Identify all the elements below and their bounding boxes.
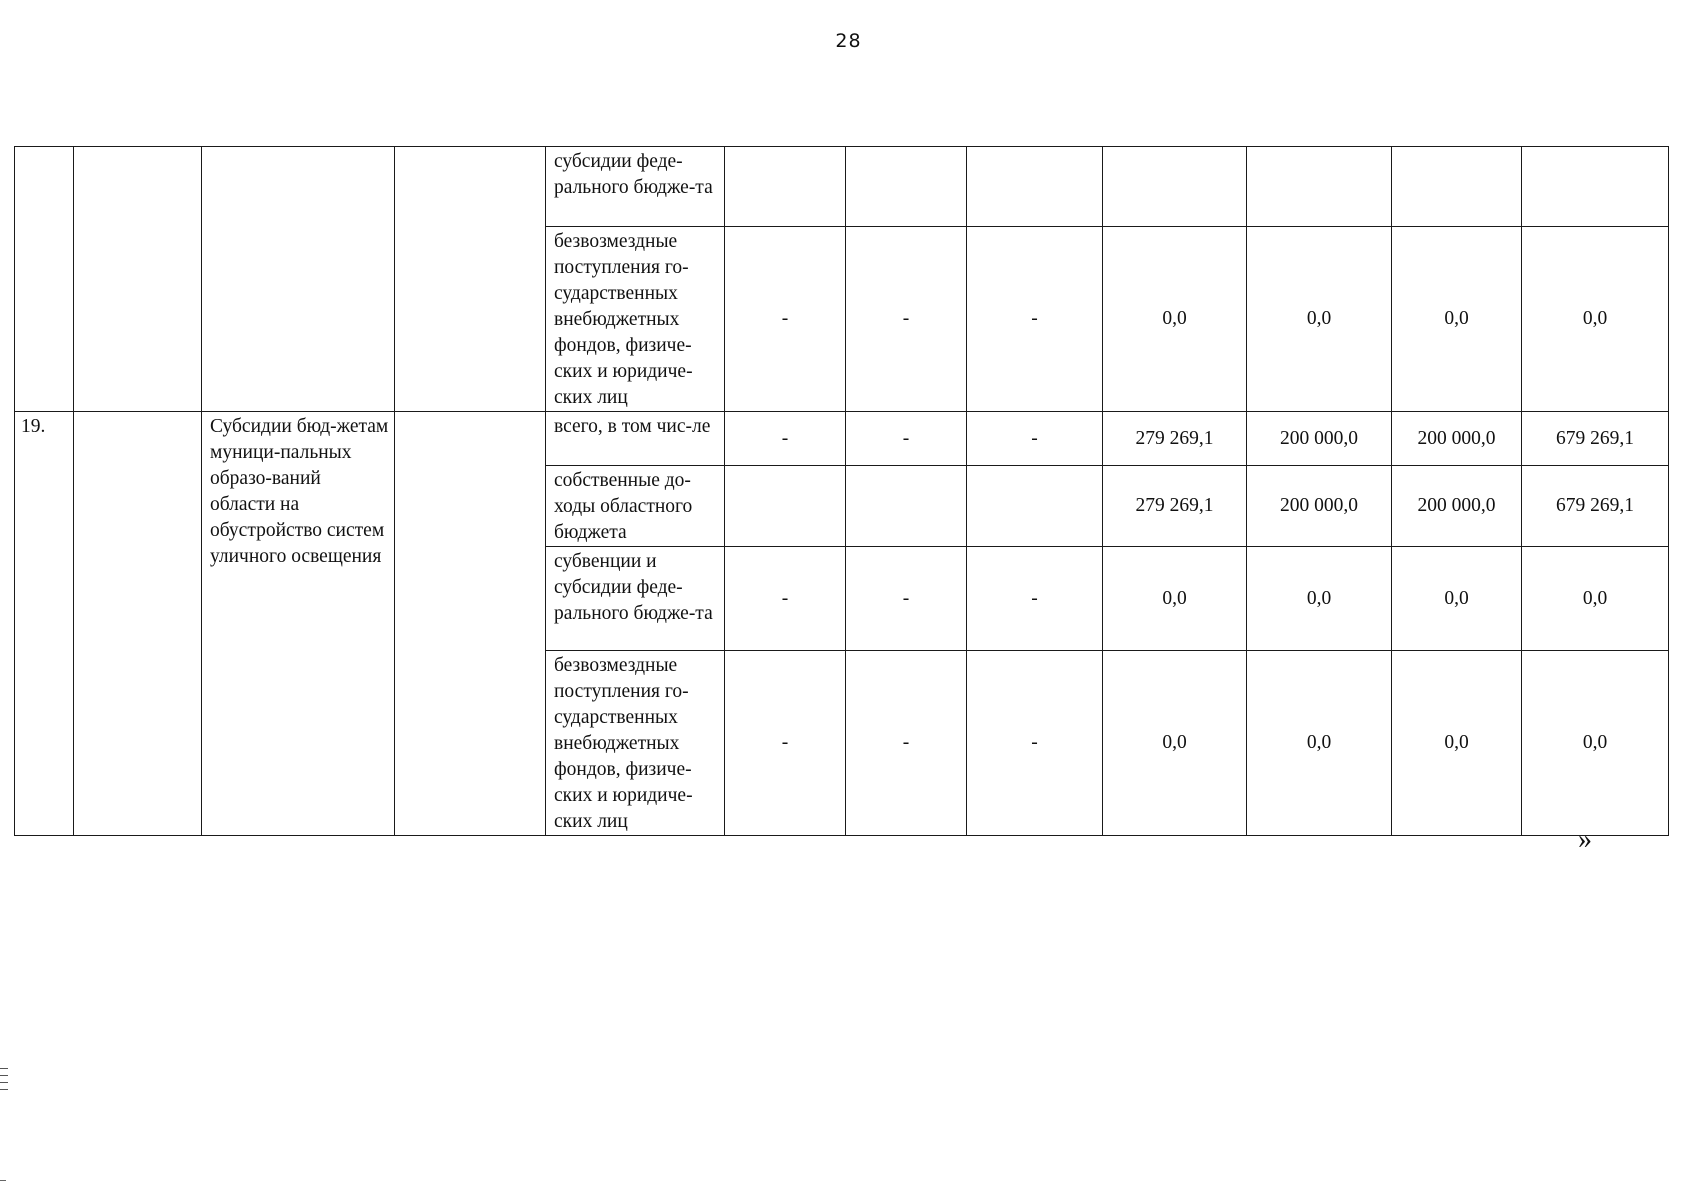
cell-value — [846, 466, 967, 547]
cell-value: 0,0 — [1247, 651, 1392, 836]
cell-value: 200 000,0 — [1247, 412, 1392, 466]
cell-value: 0,0 — [1392, 651, 1522, 836]
cell-value: 0,0 — [1103, 651, 1247, 836]
cell-executor — [395, 147, 546, 412]
table-row — [15, 147, 1669, 227]
table-row — [15, 412, 1669, 466]
cell-funding-source: всего, в том чис-ле — [546, 412, 725, 466]
cell-value — [1103, 147, 1247, 227]
cell-value: 0,0 — [1392, 547, 1522, 651]
cell-value: - — [725, 227, 846, 412]
cell-name: Субсидии бюд-жетам муници-пальных образо-ваний области на обустройство систем уличного освещения — [202, 412, 395, 836]
cell-value: - — [725, 412, 846, 466]
cell-value: 200 000,0 — [1392, 412, 1522, 466]
cell-value: - — [967, 651, 1103, 836]
margin-ticks — [0, 1068, 8, 1096]
cell-total: 679 269,1 — [1522, 412, 1669, 466]
cell-value — [967, 466, 1103, 547]
cell-value — [1247, 147, 1392, 227]
cell-value: 0,0 — [1247, 227, 1392, 412]
cell-total — [1522, 147, 1669, 227]
cell-value — [1392, 147, 1522, 227]
cell-number — [15, 147, 74, 412]
cell-code — [74, 147, 202, 412]
cell-value: - — [846, 412, 967, 466]
cell-value — [725, 147, 846, 227]
cell-value: 279 269,1 — [1103, 466, 1247, 547]
cell-value: 0,0 — [1103, 227, 1247, 412]
cell-value — [846, 147, 967, 227]
cell-number: 19. — [15, 412, 74, 836]
cell-value: - — [846, 651, 967, 836]
budget-table — [14, 146, 1669, 836]
page-number: 28 — [835, 30, 862, 52]
cell-code — [74, 412, 202, 836]
closing-quote: » — [1578, 824, 1592, 855]
cell-total: 0,0 — [1522, 651, 1669, 836]
cell-funding-source: безвозмездные поступления го-сударственных внебюджетных фондов, физиче-ских и юридиче-ских лиц — [546, 227, 725, 412]
cell-value: - — [967, 547, 1103, 651]
margin-tick — [0, 1180, 6, 1181]
cell-total: 679 269,1 — [1522, 466, 1669, 547]
cell-value: 0,0 — [1247, 547, 1392, 651]
cell-funding-source: субвенции и субсидии феде-рального бюдже-та — [546, 547, 725, 651]
cell-funding-source: безвозмездные поступления го-сударственных внебюджетных фондов, физиче-ских и юридиче-ских лиц — [546, 651, 725, 836]
cell-total: 0,0 — [1522, 547, 1669, 651]
cell-value — [725, 466, 846, 547]
cell-value: - — [967, 227, 1103, 412]
cell-funding-source: собственные до-ходы областного бюджета — [546, 466, 725, 547]
cell-value — [967, 147, 1103, 227]
cell-value: - — [725, 547, 846, 651]
cell-value: 279 269,1 — [1103, 412, 1247, 466]
cell-value: - — [967, 412, 1103, 466]
cell-value: - — [846, 227, 967, 412]
cell-value: 200 000,0 — [1247, 466, 1392, 547]
cell-value: 0,0 — [1103, 547, 1247, 651]
cell-executor — [395, 412, 546, 836]
cell-value: 0,0 — [1392, 227, 1522, 412]
cell-value: 200 000,0 — [1392, 466, 1522, 547]
cell-value: - — [846, 547, 967, 651]
cell-total: 0,0 — [1522, 227, 1669, 412]
cell-name — [202, 147, 395, 412]
cell-value: - — [725, 651, 846, 836]
cell-funding-source: субсидии феде-ральнoго бюдже-та — [546, 147, 725, 227]
